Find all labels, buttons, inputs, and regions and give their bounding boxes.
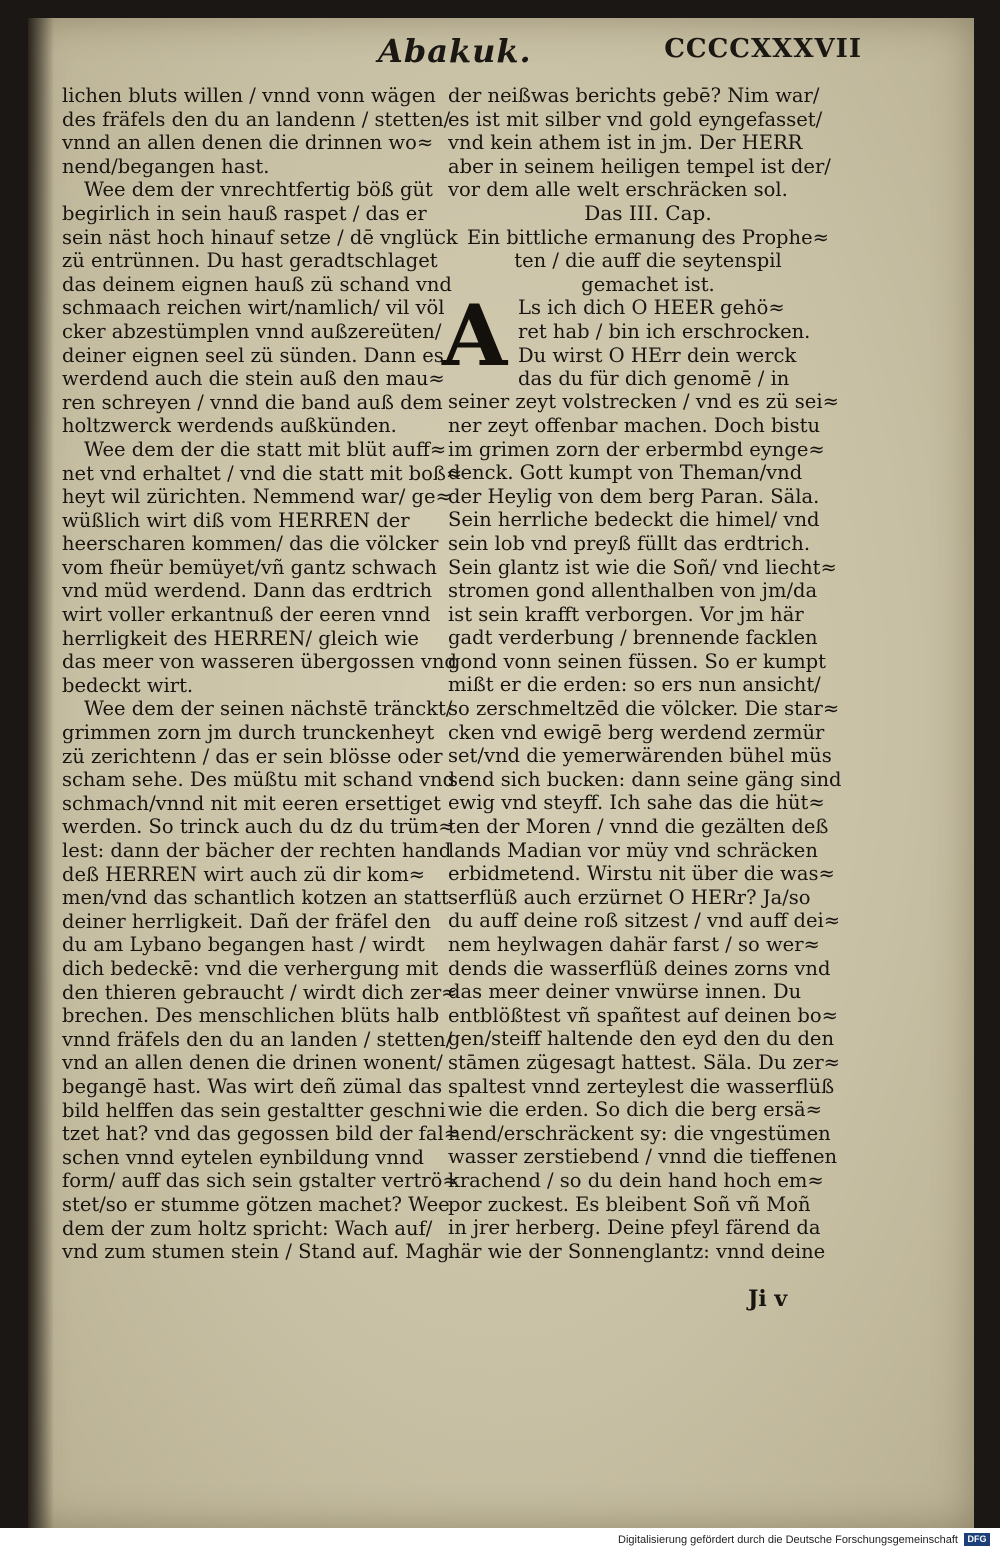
text-line: wasser zerstiebend / vnnd die tieffenen <box>448 1145 838 1169</box>
text-line: in jrer herberg. Deine pfeyl färend da <box>448 1216 821 1240</box>
text-line: Ls ich dich O HEER gehö≈ <box>518 296 785 320</box>
text-line: Ein bittliche ermanung des Prophe≈ <box>467 225 829 249</box>
text-line: bedeckt wirt. <box>62 673 194 697</box>
text-line: Wee dem der vnrechtfertig böß güt <box>84 178 433 202</box>
text-line: scham sehe. Des müßtu mit schand vnd <box>62 768 456 792</box>
text-line: ist sein krafft verborgen. Vor jm här <box>448 602 804 626</box>
text-line: wie die erden. So dich die berg ersä≈ <box>448 1098 822 1122</box>
text-line: es ist mit silber vnd gold eyngefasset/ <box>448 107 823 131</box>
text-line: stet/so er stumme götzen machet? Wee <box>62 1192 450 1216</box>
text-line: sein näst hoch hinauf setze / dē vnglück <box>62 225 458 249</box>
drop-cap-initial: A <box>442 286 508 386</box>
text-line: schmaach reichen wirt/namlich/ vil völ <box>62 296 445 320</box>
text-line: serflüß auch erzürnet O HERr? Ja/so <box>448 885 811 909</box>
text-line: aber in seinem heiligen tempel ist der/ <box>448 154 831 178</box>
text-line: net vnd erhaltet / vnd die statt mit boß≈ <box>62 461 463 485</box>
page-gutter-shadow <box>28 18 54 1528</box>
text-line: tzet hat? vnd das gegossen bild der fal≈ <box>62 1122 461 1146</box>
footer-bar <box>0 1528 1000 1550</box>
text-line: heyt wil zürichten. Nemmend war/ ge≈ <box>62 485 452 509</box>
text-line: vnnd an allen denen die drinnen wo≈ <box>62 131 434 155</box>
text-line: ten der Moren / vnnd die gezälten deß <box>448 815 829 839</box>
text-line: schen vnnd eytelen eynbildung vnnd <box>62 1145 425 1169</box>
text-line: Wee dem der die statt mit blüt auff≈ <box>84 437 447 461</box>
text-line: lands Madian vor müy vnd schräcken <box>448 838 818 862</box>
text-line: gen/steiff haltende den eyd den du den <box>448 1027 835 1051</box>
folio-number: CCCCXXXVII <box>664 34 862 64</box>
text-line: der neißwas berichts gebē? Nim war/ <box>448 84 820 107</box>
text-line: das meer deiner vnwürse innen. Du <box>448 980 802 1004</box>
text-line: werden. So trinck auch du dz du trüm≈ <box>62 815 455 839</box>
drop-cap-block <box>442 286 848 391</box>
text-line: zü zerichtenn / das er sein blösse oder <box>62 744 443 768</box>
text-line: vor dem alle welt erschräcken sol. <box>448 178 788 202</box>
text-line: begangē hast. Was wirt deñ zümal das <box>62 1074 443 1098</box>
text-line: ten / die auff die seytenspil <box>514 249 782 273</box>
text-line: nend/begangen hast. <box>62 154 270 178</box>
running-title: Abakuk. <box>378 32 532 70</box>
text-line: sein lob vnd preyß füllt das erdtrich. <box>448 531 811 555</box>
text-line: cken vnd ewigē berg werdend zermür <box>448 720 825 744</box>
text-line: dem der zum holtz spricht: Wach auf/ <box>62 1216 433 1240</box>
signature-mark: Ji v <box>748 1286 788 1312</box>
text-line: begirlich in sein hauß raspet / das er <box>62 201 427 225</box>
text-line: Du wirst O HErr dein werck <box>518 343 797 367</box>
right-text-column <box>442 84 848 1263</box>
text-line: cker abzestümplen vnnd außzereüten/ <box>62 319 442 343</box>
text-line: krachend / so du dein hand hoch em≈ <box>448 1168 824 1192</box>
text-line: holtzwerck werdends außkünden. <box>62 414 397 438</box>
text-line: wüßlich wirt diß vom HERREN der <box>62 508 410 532</box>
text-line: entblößtest vñ spañtest auf deinen bo≈ <box>448 1003 838 1027</box>
text-line: zü entrünnen. Du hast geradtschlaget <box>62 249 438 273</box>
text-line: deß HERREN wirt auch zü dir kom≈ <box>62 862 426 886</box>
text-line: form/ auff das sich sein gstalter vertrö≈ <box>62 1169 459 1193</box>
text-line: du am Lybano begangen hast / wirdt <box>62 933 425 957</box>
text-line: vnd kein athem ist in jm. Der HERR <box>448 131 803 155</box>
text-line: ret hab / bin ich erschrocken. <box>518 319 811 343</box>
text-line: das meer von wasseren übergossen vnd <box>62 650 457 674</box>
text-line: vnd müd werdend. Dann das erdtrich <box>62 579 433 603</box>
text-line: gemachet ist. <box>581 272 715 296</box>
text-line: gond vonn seinen füssen. So er kumpt <box>448 649 827 673</box>
text-line: ewig vnd steyff. Ich sahe das die hüt≈ <box>448 791 825 815</box>
text-line: ren schreyen / vnnd die band auß dem <box>62 390 443 414</box>
text-line: spaltest vnnd zerteylest die wasserflüß <box>448 1074 835 1098</box>
dfg-logo: DFG <box>964 1533 990 1546</box>
book-page <box>28 18 974 1528</box>
text-line: Sein herrliche bedeckt die himel/ vnd <box>448 508 820 532</box>
text-line: der Heylig von dem berg Paran. Säla. <box>448 484 820 508</box>
text-line: vnd zum stumen stein / Stand auf. Mag <box>62 1240 450 1264</box>
text-line: lest: dann der bächer der rechten hand <box>62 839 452 862</box>
text-line: deiner eignen seel zü sünden. Dann es <box>62 343 444 367</box>
text-line: ner zeyt offenbar machen. Doch bistu <box>448 413 821 437</box>
text-line: wirt voller erkantnuß der eeren vnnd <box>62 603 431 627</box>
text-line: schmach/vnnd nit mit eeren ersettiget <box>62 791 441 815</box>
text-line: mißt er die erden: so ers nun ansicht/ <box>448 673 821 697</box>
text-line: im grimen zorn der erbermbd eynge≈ <box>448 437 825 461</box>
text-line: gadt verderbung / brennende facklen <box>448 626 818 650</box>
text-line: erbidmetend. Wirstu nit über die was≈ <box>448 862 835 886</box>
text-line: das deinem eignen hauß zü schand vnd <box>62 272 452 296</box>
text-line: vom fheür bemüyet/vñ gantz schwach <box>62 555 437 579</box>
text-line: denck. Gott kumpt von Theman/vnd <box>448 461 803 485</box>
text-line: vnd an allen denen die drinen wonent/ <box>62 1051 443 1075</box>
text-line: so zerschmeltzēd die völcker. Die star≈ <box>448 697 840 721</box>
text-line: Sein glantz ist wie die Soñ/ vnd liecht≈ <box>448 555 837 579</box>
chapter-heading: Das III. Cap. <box>584 200 712 225</box>
text-line: dends die wasserflüß deines zorns vnd <box>448 956 831 980</box>
text-line: deiner herrligkeit. Dañ der fräfel den <box>62 909 431 933</box>
text-line: des fräfels den du an landenn / stetten/ <box>62 107 451 131</box>
text-line: por zuckest. Es bleibent Soñ vñ Moñ <box>448 1192 811 1216</box>
text-line: du auff deine roß sitzest / vnd auff dei≈ <box>448 909 841 933</box>
text-line: werdend auch die stein auß den mau≈ <box>62 367 445 391</box>
text-line: brechen. Des menschlichen blüts halb <box>62 1004 440 1028</box>
text-line: seiner zeyt volstrecken / vnd es zü sei≈ <box>448 390 839 414</box>
text-line: stromen gond allenthalben von jm/da <box>448 579 818 603</box>
text-line: vnnd fräfels den du an landen / stetten/ <box>62 1027 453 1051</box>
left-text-column <box>62 84 462 1264</box>
text-line: men/vnd das schantlich kotzen an statt <box>62 886 449 910</box>
text-line: här wie der Sonnenglantz: vnnd deine <box>448 1239 826 1263</box>
text-line: das du für dich genomē / in <box>518 367 790 391</box>
text-line: send sich bucken: dann seine gäng sind <box>448 767 842 791</box>
text-line: dich bedeckē: vnd die verhergung mit <box>62 956 439 980</box>
text-line: set/vnd die yemerwärenden bühel müs <box>448 744 832 768</box>
text-line: grimmen zorn jm durch trunckenheyt <box>62 721 435 745</box>
footer-credit: Digitalisierung gefördert durch die Deutsche Forschungsgemeinschaft <box>618 1534 958 1546</box>
text-line: stāmen zügesagt hattest. Säla. Du zer≈ <box>448 1050 841 1074</box>
text-line: lichen bluts willen / vnnd vonn wägen <box>62 84 436 107</box>
text-line: nem heylwagen dahär farst / so wer≈ <box>448 933 820 956</box>
text-line: den thieren gebraucht / wirdt dich zer≈ <box>62 980 458 1004</box>
text-line: bild helffen das sein gestaltter geschni <box>62 1098 446 1122</box>
text-line: herrligkeit des HERREN/ gleich wie <box>62 626 419 650</box>
text-line: Wee dem der seinen nächstē tränckt/ <box>84 697 453 721</box>
text-line: heerscharen kommen/ das die völcker <box>62 532 439 556</box>
text-line: hend/erschräckent sy: die vngestümen <box>448 1121 831 1145</box>
